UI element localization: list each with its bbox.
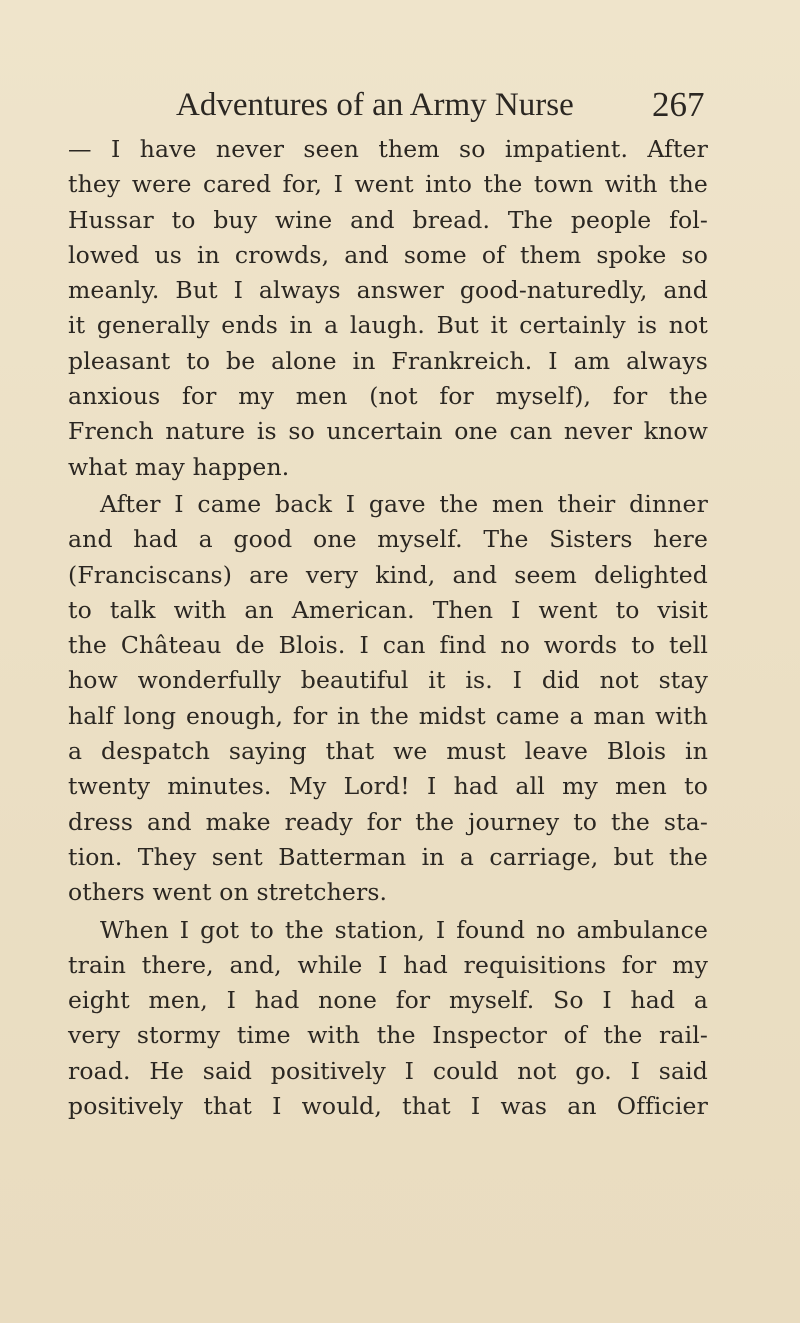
text-line: Hussar to buy wine and bread. The people fol- [68, 205, 708, 234]
text-line: a despatch saying that we must leave Blois in [68, 737, 708, 766]
text-line: pleasant to be alone in Frankreich. I am always [68, 346, 708, 375]
text-line: they were cared for, I went into the town with the [68, 170, 708, 199]
text-line: positively that I would, that I was an Officier [68, 1092, 708, 1121]
text-line: tion. They sent Batterman in a carriage, but the [68, 842, 708, 871]
text-line: — I have never seen them so impatient. After [68, 135, 708, 163]
text-line: When I got to the station, I found no ambulance [100, 915, 708, 944]
text-line: and had a good one myself. The Sisters here [68, 525, 708, 554]
text-line: others went on stretchers. [68, 878, 388, 907]
text-line: what may happen. [68, 452, 290, 481]
text-line: After I came back I gave the men their dinner [100, 489, 708, 518]
text-line: eight men, I had none for myself. So I had a [68, 986, 708, 1015]
text-line: anxious for my men (not for myself), for the [68, 382, 708, 411]
text-line: dress and make ready for the journey to the sta- [68, 807, 708, 836]
text-line: it generally ends in a laugh. But it certainly is not [68, 311, 708, 340]
text-line: (Franciscans) are very kind, and seem delighted [68, 560, 708, 589]
text-line: to talk with an American. Then I went to visit [68, 595, 708, 624]
running-head-title: Adventures of an Army Nurse [176, 87, 574, 123]
text-line: half long enough, for in the midst came a man with [68, 701, 708, 730]
text-line: French nature is so uncertain one can never know [68, 417, 708, 446]
text-line: how wonderfully beautiful it is. I did not stay [68, 666, 708, 695]
body-text [68, 132, 708, 1124]
running-head [176, 80, 716, 130]
text-line: road. He said positively I could not go. I said [68, 1056, 708, 1085]
page-number: 267 [652, 85, 705, 124]
text-line: train there, and, while I had requisitions for my [68, 950, 708, 979]
text-line: very stormy time with the Inspector of the rail- [68, 1021, 708, 1050]
text-line: lowed us in crowds, and some of them spoke so [68, 240, 708, 269]
text-line: meanly. But I always answer good-naturedly, and [68, 276, 708, 305]
text-line: the Château de Blois. I can find no words to tell [68, 631, 708, 660]
text-line: twenty minutes. My Lord! I had all my men to [68, 772, 708, 801]
